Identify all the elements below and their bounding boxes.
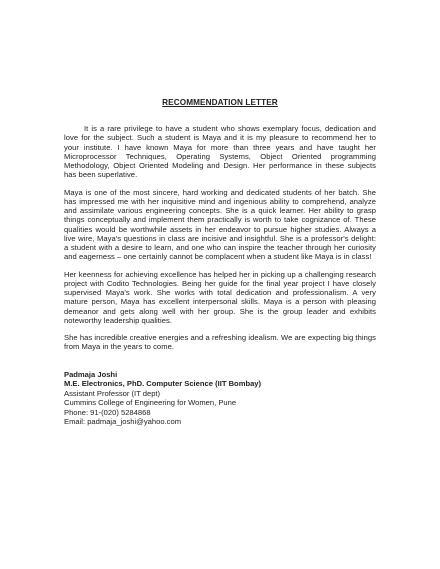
signatory-position: Assistant Professor (IT dept) (64, 388, 161, 398)
signatory-degree: M.E. Electronics, PhD. Computer Science (IIT Bombay) (64, 379, 262, 389)
signatory-phone: Phone: 91-(020) 5284868 (64, 407, 151, 417)
paragraph-research: Her keenness for achieving excellence has helped her in picking up a challenging research project with Codito Technologies. Being her guide for the final year project I have closely supervised Maya's work. She works with total dedication and professionalism. A very mature person, Maya has excellent interpersonal skills. Maya is a person with pleasing demeanor and gets along well with her group. She is the group leader and exhibits noteworthy leadership qualities. (64, 269, 376, 325)
letter-page (64, 98, 376, 427)
paragraph-qualities: Maya is one of the most sincere, hard working and dedicated students of her batch. She has impressed me with her inquisitive mind and ingenious ability to comprehend, analyze and assimilate various engineering concepts. She is a quick learner. Her ability to grasp things conceptually and implement them practically is worth to take cognizance of. These qualities would be worthwhile assets in her endeavor to pursue higher studies. Always a live wire, Maya's questions in class are incisive and insightful. She is a professor's delight: a student with a desire to learn, and one who can inspire the teacher through her curiosity and eagerness – one certainly cannot be complacent when a student like Maya is in class! (64, 187, 376, 262)
signatory-name: Padmaja Joshi (64, 369, 118, 379)
signatory-email: Email: padmaja_joshi@yahoo.com (64, 417, 182, 427)
signature-block (64, 370, 376, 428)
letter-title: RECOMMENDATION LETTER (162, 98, 278, 107)
paragraph-closing: She has incredible creative energies and a refreshing idealism. We are expecting big things from Maya in the years to come. (64, 333, 376, 352)
paragraph-introduction: It is a rare privilege to have a student who shows exemplary focus, dedication and love for the subject. Such a student is Maya and it is my pleasure to recommend her to your institute. I have known Maya for more than three years and have taught her Microprocessor Techniques, Operating Systems, Object Oriented programming Methodology, Object Oriented Modeling and Design. Her performance in these subjects has been superlative. (64, 124, 376, 180)
signatory-institution: Cummins College of Engineering for Women, Pune (64, 398, 237, 408)
